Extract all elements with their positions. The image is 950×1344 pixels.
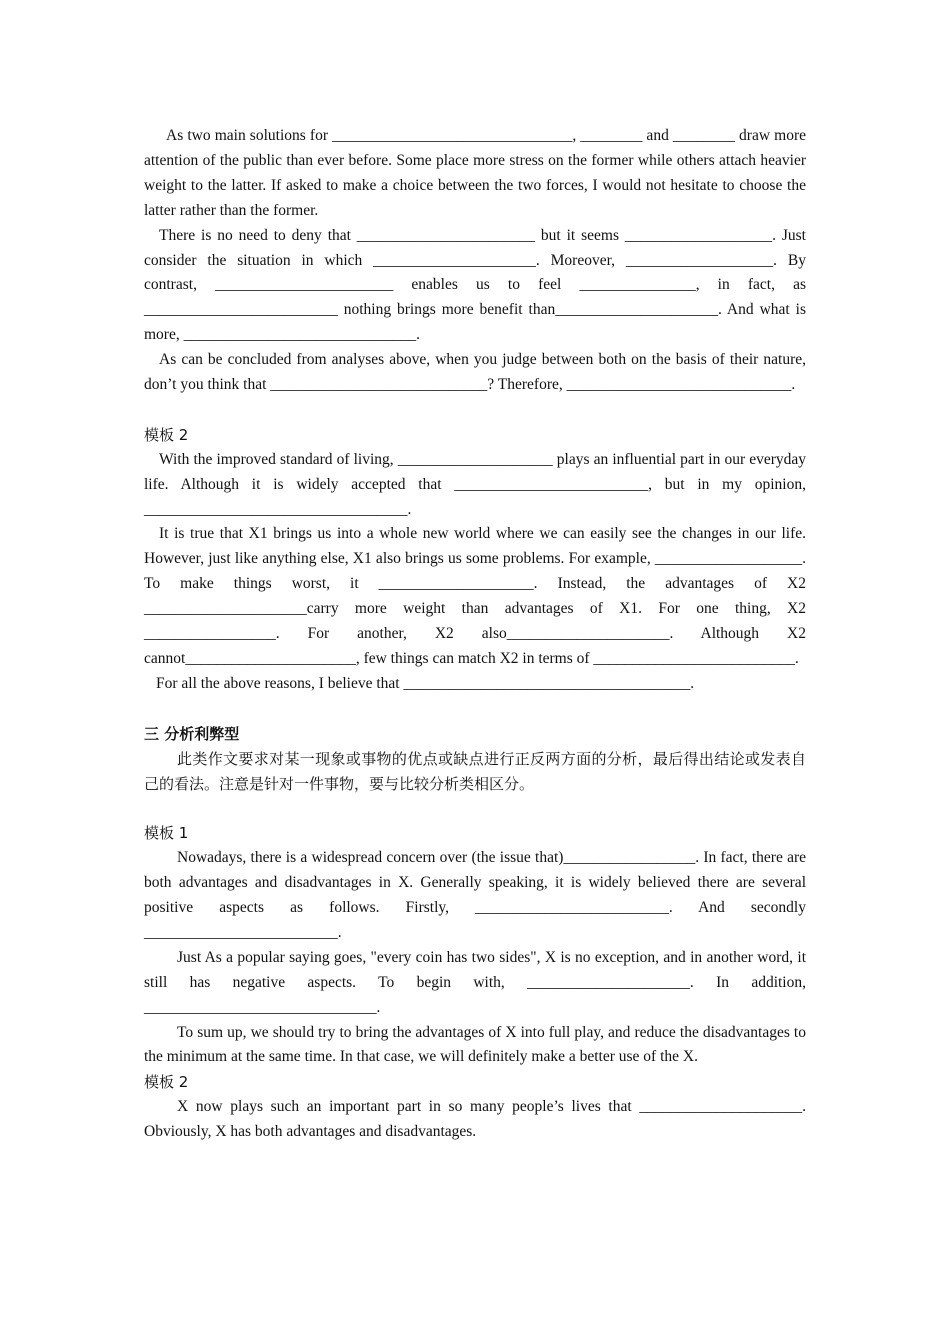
document-page bbox=[144, 124, 806, 1145]
paragraph-x1-x2: It is true that X1 brings us into a whole new world where we can easily see the changes in our life. However, just like anything else, X1 also brings us some problems. For example, ___________________. To make things worst, it ____________________. Instead, the advantages of X2 _____________________carry more weight than advantages of X1. For one thing, X2 _________________. For another, X2 also_____________________. Although X2 cannot______________________, few things can match X2 in terms of __________________________. bbox=[144, 525, 806, 668]
paragraph-conclusion: As can be concluded from analyses above, when you judge between both on the basis of their nature, don’t you think that ____________________________? Therefore, _____________________________. bbox=[144, 351, 806, 394]
paragraph-two-sides: Just As a popular saying goes, "every coin has two sides", X is no exception, and in another word, it still has negative aspects. To begin with, _____________________. In addition, ______________________________. bbox=[144, 948, 806, 1016]
paragraph-solutions: As two main solutions for _______________________________, ________ and ________ draw more attention of the public than ever before. Some place more stress on the former while others attach heavier weight to the latter. If asked to make a choice between the two forces, I would not hesitate to choose the latter rather than the former. bbox=[144, 127, 806, 219]
template-label: 模板 2 bbox=[144, 1073, 189, 1092]
paragraph-deny: There is no need to deny that _______________________ but it seems ___________________. Just consider the situation in which _____________________. Moreover, ___________________. By contrast, _______________________ enables us to feel _______________, in fact, as _________________________ nothing brings more benefit than_____________________. And what is more, ______________________________. bbox=[144, 226, 806, 344]
spacer bbox=[144, 796, 806, 821]
section-heading: 三 分析利弊型 bbox=[144, 724, 240, 743]
spacer bbox=[144, 398, 806, 423]
template-label: 模板 2 bbox=[144, 425, 189, 444]
paragraph-living-standard: With the improved standard of living, ____________________ plays an influential part in our everyday life. Although it is widely accepted that _________________________, but in my opinion, __________________________________. bbox=[144, 450, 806, 518]
spacer bbox=[144, 697, 806, 722]
paragraph-important-part: X now plays such an important part in so many people’s lives that _____________________. Obviously, X has both advantages and disadvantages. bbox=[144, 1098, 806, 1141]
paragraph-reasons: For all the above reasons, I believe that _____________________________________. bbox=[156, 674, 695, 692]
section-intro: 此类作文要求对某一现象或事物的优点或缺点进行正反两方面的分析，最后得出结论或发表自己的看法。注意是针对一件事物，要与比较分析类相区分。 bbox=[144, 749, 806, 793]
template-label: 模板 1 bbox=[144, 824, 189, 843]
paragraph-widespread-concern: Nowadays, there is a widespread concern over (the issue that)_________________. In fact, there are both advantages and disadvantages in X. Generally speaking, it is widely believed there are several positive aspects as follows. Firstly, _________________________. And secondly _________________________. bbox=[144, 849, 806, 941]
paragraph-sum-up: To sum up, we should try to bring the advantages of X into full play, and reduce the disadvantages to the minimum at the same time. In that case, we will definitely make a better use of the X. bbox=[144, 1023, 806, 1066]
